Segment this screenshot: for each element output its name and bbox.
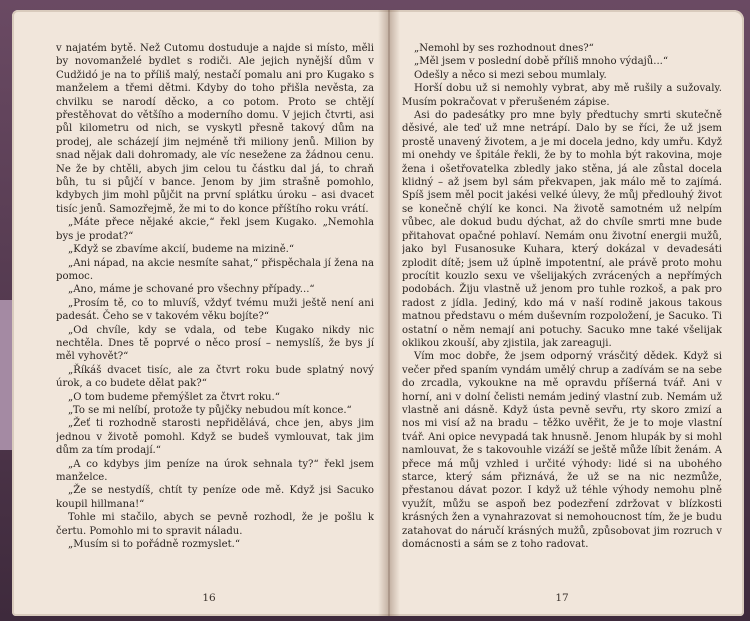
paragraph: „Když se zbavíme akcií, budeme na mizině.“: [68, 244, 295, 256]
paragraph: „Žeť ti rozhodně starosti nepřidělává, chce jen, abys jim jednou v životě pomohl. Když se budeš vymlouvat, tak jim dům za tím prodají.“: [56, 418, 374, 457]
paragraph: „Říkáš dvacet tisíc, ale za čtvrt roku bude splatný nový úrok, a co budete dělat pak?“: [56, 364, 374, 390]
paragraph: v najatém bytě. Než Cutomu dostuduje a najde si místo, měli by novomanželé bydlet s rodiči. Ale jejich nynější dům v Cudžidó je na to příliš malý, nestačí pomalu ani pro Kugako s manželem a třemi dětmi. Kdyby do toho přišla nevěsta, za chvilku se narodí děcko, a co potom. Proto se chtějí přestěhovat do většího a moderního domu. V jejich čtvrti, asi půl kilometru od nich, se vyskytl přesně takový dům na prodej, ale scházejí jim nejméně tři miliony jenů. Milion by snad nějak dali dohromady, ale víc nesežene za žádnou cenu. Ne že by chtěli, abych jim celou tu částku dal já, to chraň bůh, tu si půjčí v bance. Jenom by jim strašně pomohlo, kdybych jim mohl půjčit na první splátku úroku – asi dvacet tisíc jenů. Samozřejmě, že mi to do konce příštího roku vrátí.: [56, 43, 374, 215]
paragraph: „Prosím tě, co to mluvíš, vždyť tvému muži ještě není ani padesát. Čeho se v takovém věku bojíte?“: [56, 297, 374, 323]
page-number: 17: [555, 592, 569, 604]
paragraph: „Máte přece nějaké akcie,“ řekl jsem Kugako. „Nemohla bys je prodat?“: [56, 217, 374, 242]
paragraph: „Od chvíle, kdy se vdala, od tebe Kugako nikdy nic nechtěla. Dnes tě poprvé o něco prosí – nemyslíš, že bys jí měl vyhovět?“: [56, 324, 374, 363]
paragraph: „Musím si to pořádně rozmyslet.“: [68, 539, 241, 551]
right-page-text: [402, 42, 722, 551]
paragraph: „Nemohl by ses rozhodnout dnes?“: [414, 43, 594, 54]
paragraph: Asi do padesátky pro mne byly předtuchy smrti skutečně děsivé, ale teď už mne netrápí. Dalo by se říci, že už jsem prostě unavený životem, a je mi docela jedno, kdy umřu. Když mi onehdy ve špitále řekli, že by to mohla být rakovina, moje žena i ošetřovatelka zbledly jako stěna, já ale zůstal docela klidný – až jsem byl sám překvapen, jak málo mě to zajímá. Spíš jsem měl pocit jakési velké úlevy, že můj předlouhý život se konečně chýlí ke konci. Na životě samotném už nelpím vůbec, ale dokud budu dýchat, až do chvíle smrti mne bude přitahovat opačné pohlaví. Nemám onu životní energii mužů, jako byl Fusanosuke Kuhara, který dokázal v devadesáti zplodit dítě; jsem už úplně impotentní, ale právě proto mohu procítit kouzlo sexu ve všelijakých zvrácených a nepřímých podobách. Žiju vlastně už jenom pro tuhle rozkoš, a pak pro radost z jídla. Jediný, kdo má v naší rodině jakous takous matnou představu o mém duševním rozpoložení, je Sacuko. Ti ostatní o něm nemají ani potuchy. Sacuko mne také všelijak oklikou zkouší, aby zjistila, jak zareaguji.: [402, 110, 722, 349]
book-gutter: [378, 10, 400, 616]
page-number: 16: [202, 592, 216, 604]
right-page: [402, 42, 722, 608]
paragraph: „O tom budeme přemýšlet za čtvrt roku.“: [68, 391, 280, 403]
paragraph: „Ano, máme je schované pro všechny případy...“: [68, 284, 315, 296]
paragraph: „Že se nestydíš, chtít ty peníze ode mě. Když jsi Sacuko koupil hillmana!“: [56, 485, 374, 510]
paragraph: „To se mi nelíbí, protože ty půjčky nebudou mít konce.“: [68, 404, 352, 416]
paragraph: Tohle mi stačilo, abych se pevně rozhodl, že je pošlu k čertu. Pomohlo mi to spravit náladu.: [56, 512, 374, 537]
paragraph: Vím moc dobře, že jsem odporný vrásčitý dědek. Když si večer před spaním vyndám umělý chrup a zadívám se na sebe do zrcadla, vykoukne na mě opravdu příšerná tvář. Ani v horní, ani v dolní čelisti nemám jediný vlastní zub. Nemám už vlastně ani dásně. Když ústa pevně sevřu, rty skoro zmizí a nos mi visí až na bradu – těžko uvěřit, že je to moje vlastní tvář. Ani opice nevypadá tak hnusně. Jenom hlupák by si mohl namlouvat, že s takovouhle vizáží se ještě může líbit ženám. A přece má můj vzhled i určité výhody: lidé si na ubohého starce, který sám přiznává, že už se na nic nezmůže, přestanou dávat pozor. I když už téhle výhody nemohu plně využít, můžu se aspoň bez podezření zdržovat v blízkosti krásných žen a vynahrazovat si nemohoucnost tím, že je budu zatahovat do náručí krásných mužů, způsobovat jim rozruch v domácnosti a sám se z toho radovat.: [402, 351, 722, 551]
paragraph: „A co kdybys jim peníze na úrok sehnala ty?“ řekl jsem manželce.: [56, 458, 374, 483]
left-page-text: [56, 42, 374, 551]
paragraph: „Měl jsem v poslední době příliš mnoho výdajů...“: [414, 56, 669, 68]
open-book: [12, 10, 744, 616]
paragraph: Horší dobu už si nemohly vybrat, aby mě rušily a sužovaly. Musím pokračovat v přerušeném zápise.: [402, 83, 722, 108]
paragraph: „Ani nápad, na akcie nesmíte sahat,“ přispěchala jí žena na pomoc.: [56, 257, 374, 282]
paragraph: Odešly a něco si mezi sebou mumlaly.: [414, 69, 607, 81]
left-page: [56, 42, 374, 608]
